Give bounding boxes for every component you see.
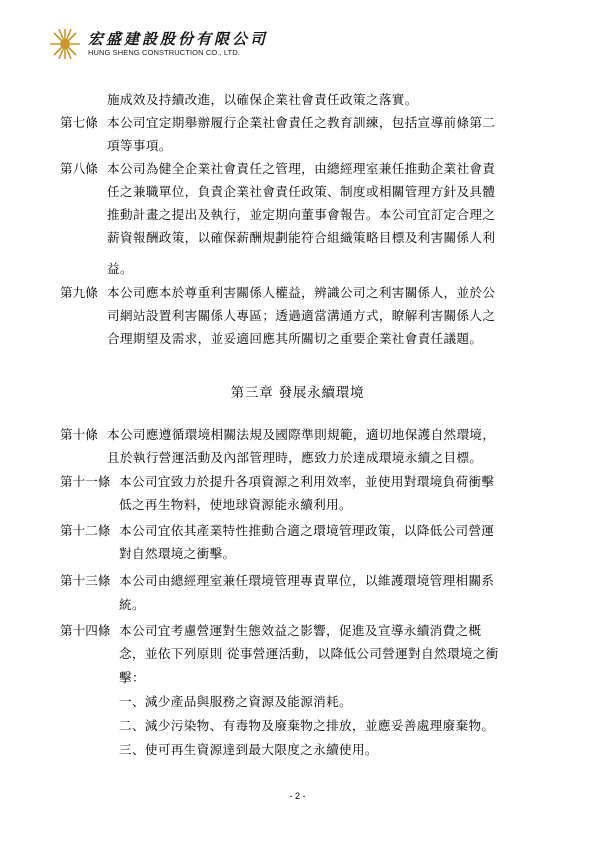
text-line: 本公司應遵循環境相關法規及國際準則規範，適切地保護自然環境， [107, 427, 496, 442]
chapter-title: 第三章 發展永續環境 [230, 385, 365, 401]
company-name-en: HUNG SHENG CONSTRUCTION CO., LTD. [88, 48, 240, 57]
text-line: 任之兼職單位，負責企業社會責任政策、制度或相關管理方針及具體 [107, 184, 496, 199]
text-line: 司網站設置利害關係人專區；透過適當溝通方式，瞭解利害關係人之 [107, 308, 496, 323]
text-line: 項等事項。 [107, 138, 172, 153]
text-line: 合理期望及需求，並妥適回應其所關切之重要企業社會責任議題。 [107, 331, 483, 346]
text-line: 施成效及持續改進，以確保企業社會責任政策之落實。 [107, 92, 418, 107]
text-line: 本公司為健全企業社會責任之管理，由總經理室兼任推動企業社會責 [107, 161, 496, 176]
article-label: 第十二條 [60, 523, 111, 538]
article-label: 第十三條 [60, 573, 111, 588]
text-line: 且於執行營運活動及內部管理時，應致力於達成環境永續之目標。 [107, 450, 483, 465]
list-item: 三、使可再生資源達到最大限度之永續使用。 [119, 742, 378, 757]
text-line: 低之再生物料，使地球資源能永續利用。 [119, 497, 352, 512]
text-line: 本公司應本於尊重利害關係人權益，辨識公司之利害關係人，並於公 [107, 285, 496, 300]
text-line: 本公司宜考慮營運對生態效益之影響，促進及宣導永續消費之概 [119, 623, 482, 638]
page-number: - 2 - [289, 791, 306, 801]
article-label: 第十條 [60, 427, 98, 442]
text-line: 統。 [119, 597, 145, 612]
text-line: 薪資報酬政策，以確保薪酬規劃能符合組織策略目標及利害關係人利 [107, 230, 496, 245]
article-label: 第十一條 [60, 474, 111, 489]
text-line: 本公司宜致力於提升各項資源之利用效率，並使用對環境負荷衝擊 [119, 474, 495, 489]
article-label: 第九條 [60, 285, 98, 300]
text-line: 念，並依下列原則 從事營運活動，以降低公司營運對自然環境之衝 [119, 646, 499, 661]
text-line: 推動計畫之提出及執行，並定期向董事會報告。本公司宜訂定合理之 [107, 207, 496, 222]
text-line: 本公司由總經理室兼任環境管理專責單位，以維護環境管理相關系 [119, 573, 495, 588]
list-item: 一、減少產品與服務之資源及能源消耗。 [119, 694, 352, 709]
text-line: 本公司宜定期舉辦履行企業社會責任之教育訓練，包括宣導前條第二 [107, 115, 496, 130]
text-line: 對自然環境之衝擊。 [119, 546, 236, 561]
article-label: 第十四條 [60, 623, 111, 638]
article-label: 第八條 [60, 161, 98, 176]
text-line: 益。 [107, 261, 133, 276]
text-line: 本公司宜依其產業特性推動合適之環境管理政策，以降低公司營運 [119, 523, 495, 538]
article-label: 第七條 [60, 115, 98, 130]
text-line: 擊： [119, 670, 145, 685]
list-item: 二、減少污染物、有毒物及廢棄物之排放，並應妥善處理廢棄物。 [119, 718, 495, 733]
company-name-zh: 宏盛建設股份有限公司 [88, 30, 269, 48]
